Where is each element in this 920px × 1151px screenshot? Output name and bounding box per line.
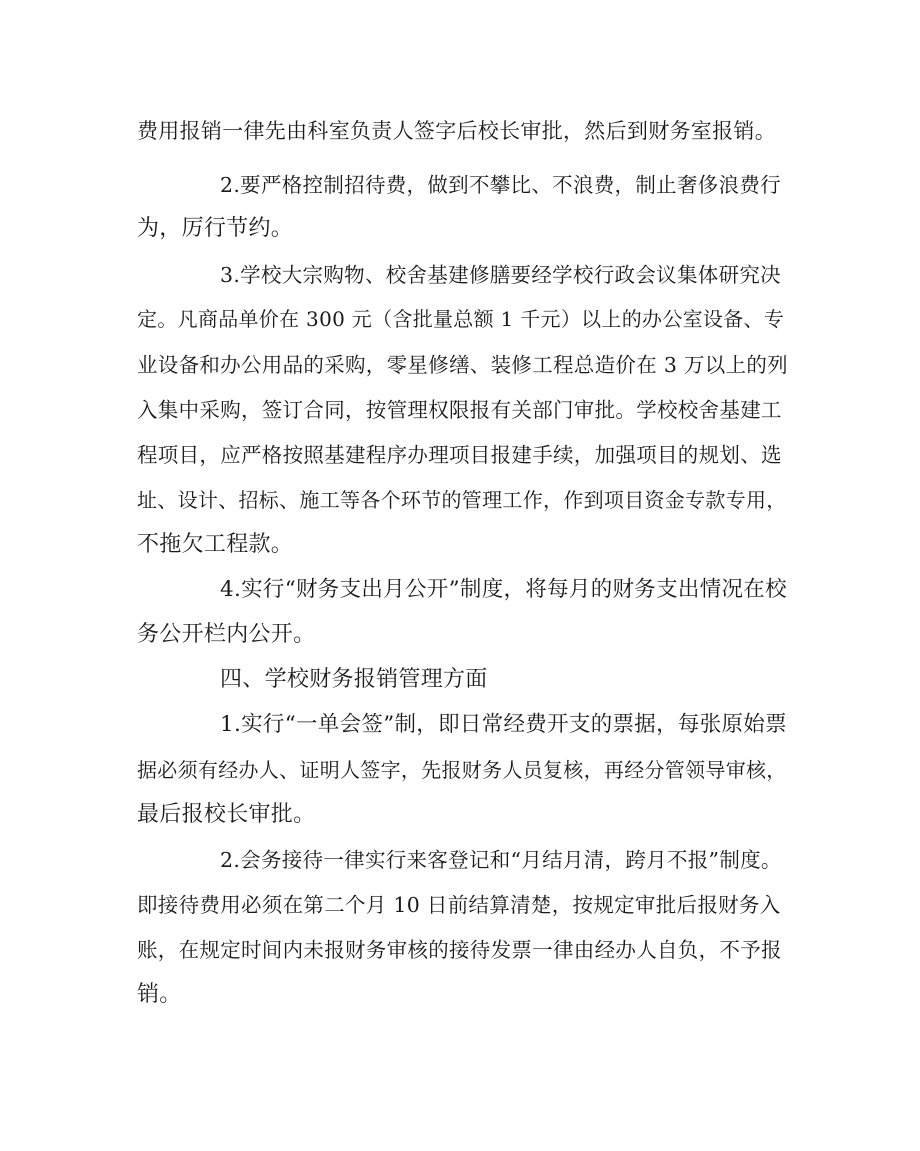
text-line: 销。 bbox=[137, 982, 182, 1007]
text-line: 业设备和办公用品的采购，零星修缮、装修工程总造价在 3 万以上的列 bbox=[137, 353, 788, 377]
text-line: 不拖欠工程款。 bbox=[137, 532, 294, 557]
text-line: 费用报销一律先由科室负责人签字后校长审批，然后到财务室报销。 bbox=[137, 119, 776, 143]
text-line: 即接待费用必须在第二个月 10 日前结算清楚，按规定审批后报财务入 bbox=[137, 893, 781, 917]
section-heading: 四、学校财务报销管理方面 bbox=[220, 667, 488, 692]
text-line: 1.实行“一单会签”制，即日常经费开支的票据，每张原始票 bbox=[220, 712, 787, 737]
text-line: 2.会务接待一律实行来客登记和“月结月清，跨月不报”制度。 bbox=[220, 848, 782, 872]
text-line: 址、设计、招标、施工等各个环节的管理工作，作到项目资金专款专用， bbox=[137, 488, 787, 512]
text-line: 据必须有经办人、证明人签字，先报财务人员复核，再经分管领导审核， bbox=[137, 758, 787, 782]
text-line: 为，厉行节约。 bbox=[137, 216, 294, 241]
text-line: 账，在规定时间内未报财务审核的接待发票一律由经办人自负，不予报 bbox=[137, 938, 782, 962]
text-line: 3.学校大宗购物、校舍基建修膳要经学校行政会议集体研究决 bbox=[220, 263, 781, 287]
text-line: 最后报校长审批。 bbox=[137, 802, 316, 827]
text-line: 定。凡商品单价在 300 元（含批量总额 1 千元）以上的办公室设备、专 bbox=[137, 307, 785, 331]
text-line: 程项目，应严格按照基建程序办理项目报建手续，加强项目的规划、选 bbox=[137, 443, 782, 467]
text-line: 2.要严格控制招待费，做到不攀比、不浪费，制止奢侈浪费行 bbox=[220, 173, 781, 197]
text-line: 4.实行“财务支出月公开”制度，将每月的财务支出情况在校 bbox=[220, 577, 787, 602]
text-line: 务公开栏内公开。 bbox=[137, 622, 316, 647]
text-line: 入集中采购，签订合同，按管理权限报有关部门审批。学校校舍基建工 bbox=[137, 398, 782, 422]
